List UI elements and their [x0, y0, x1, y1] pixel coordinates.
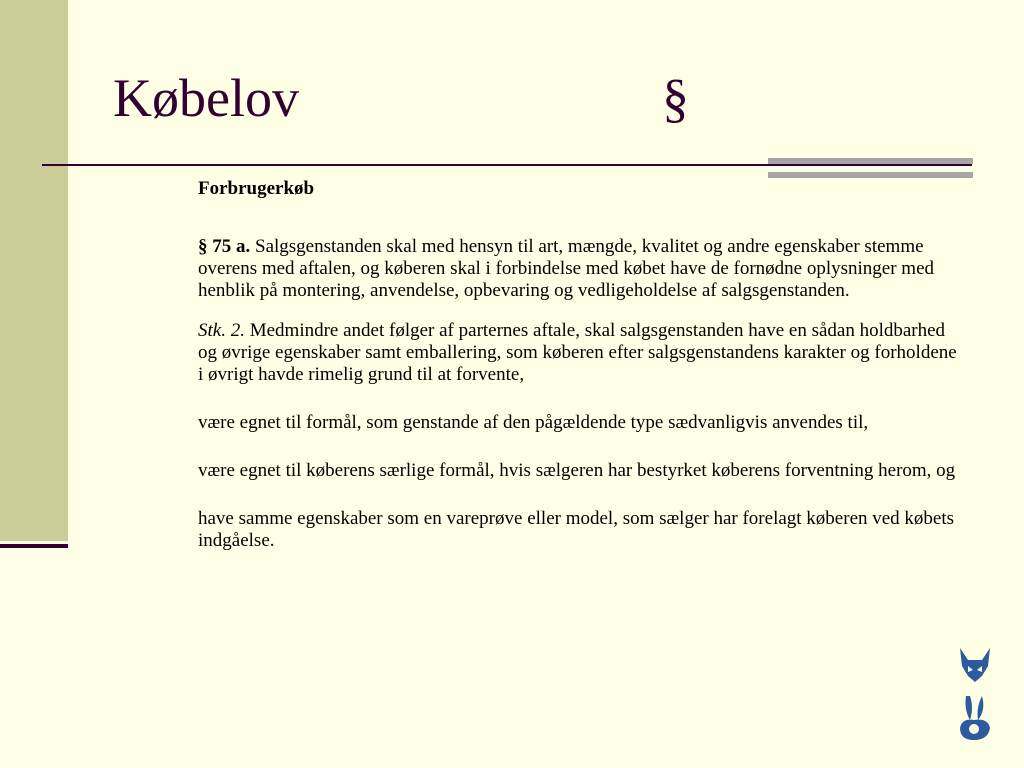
- left-decor-bar: [0, 0, 68, 541]
- paragraph-text: Salgsgenstanden skal med hensyn til art, mængde, kvalitet og andre egenskaber stemme overens med aftalen, og køberen skal i forbindelse med købet have de fornødne oplysninger med henblik på montering, anvendelse, opbevaring og vedligeholdelse af salgsgenstanden.: [198, 236, 935, 301]
- list-item: være egnet til formål, som genstande af den pågældende type sædvanligvis anvendes til,: [198, 412, 869, 433]
- slide-title: Købelov: [113, 68, 299, 128]
- list-item: være egnet til køberens særlige formål, hvis sælgeren har bestyrket køberens forventning herom, og: [198, 460, 956, 481]
- section-heading: Forbrugerkøb: [198, 178, 315, 199]
- paragraph-ref: Stk. 2.: [198, 320, 245, 341]
- slide-body: [198, 178, 958, 552]
- title-section-symbol: §: [662, 68, 689, 128]
- paragraph-stk2: [198, 320, 958, 386]
- paragraph-75a: [198, 236, 958, 302]
- paragraph-text: Medmindre andet følger af parternes aftale, skal salgsgenstanden have en sådan holdbarhed og øvrige egenskaber samt emballering, som køberen efter salgsgenstandens karakter og forholdene i øvrigt havde rimelig grund til at forvente,: [198, 320, 957, 385]
- paragraph-ref: § 75 a.: [198, 236, 251, 257]
- list-item: have samme egenskaber som en vareprøve eller model, som sælger har forelagt køberen ved købets indgåelse.: [198, 508, 955, 551]
- left-decor-line: [0, 544, 68, 548]
- fox-and-hare-logo-icon: [952, 640, 998, 744]
- title-rule: [42, 164, 972, 166]
